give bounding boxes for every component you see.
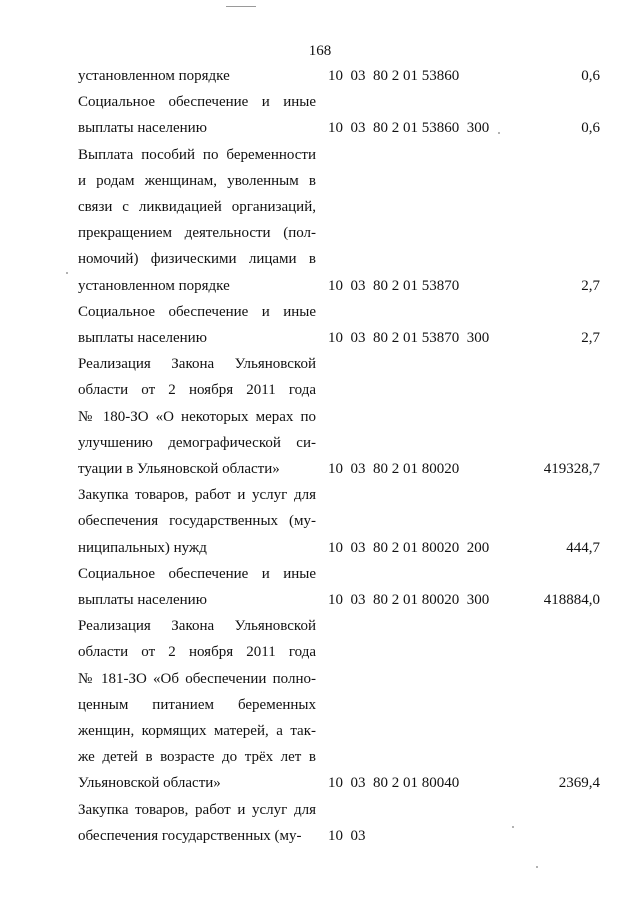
scan-artifact bbox=[66, 272, 68, 274]
row-description-line: выплаты населению bbox=[78, 591, 207, 608]
row-description-line: Социальное обеспечение и иные bbox=[78, 565, 316, 582]
row-codes: 10 03 80 2 01 80020 bbox=[328, 460, 460, 477]
row-description-line: Реализация Закона Ульяновской bbox=[78, 356, 316, 373]
row-description-line: Социальное обеспечение и иные bbox=[78, 303, 316, 320]
row-description-line: туации в Ульяновской области» bbox=[78, 460, 280, 477]
scan-artifact bbox=[536, 866, 538, 868]
row-description-line: установленном порядке bbox=[78, 277, 230, 294]
row-codes: 10 03 80 2 01 53860 300 bbox=[328, 120, 490, 137]
row-codes: 10 03 80 2 01 53860 bbox=[328, 68, 460, 84]
row-amount: 2369,4 bbox=[558, 775, 600, 792]
row-description-line: установленном порядке bbox=[78, 68, 230, 84]
row-description-line: выплаты населению bbox=[78, 120, 207, 137]
row-amount: 2,7 bbox=[581, 277, 600, 294]
row-amount: 0,6 bbox=[581, 120, 600, 137]
row-codes: 10 03 80 2 01 80040 bbox=[328, 775, 460, 792]
row-description-line: Выплата пособий по беременности bbox=[78, 146, 316, 163]
row-description-line: Закупка товаров, работ и услуг для bbox=[78, 487, 316, 504]
scan-artifact bbox=[226, 6, 256, 7]
row-description-line: области от 2 ноября 2011 года bbox=[78, 644, 316, 661]
row-description-line: выплаты населению bbox=[78, 329, 207, 346]
row-amount: 2,7 bbox=[581, 329, 600, 346]
row-description-line: прекращением деятельности (пол- bbox=[78, 225, 316, 242]
row-description-line: связи с ликвидацией организаций, bbox=[78, 198, 316, 215]
row-description-line: же детей в возрасте до трёх лет в bbox=[78, 749, 316, 766]
row-codes: 10 03 80 2 01 53870 bbox=[328, 277, 460, 294]
row-description-line: ценным питанием беременных bbox=[78, 696, 316, 713]
page-number: 168 bbox=[308, 43, 332, 59]
row-description-line: № 181-ЗО «Об обеспечении полно- bbox=[78, 670, 316, 687]
row-codes: 10 03 80 2 01 80020 300 bbox=[328, 591, 490, 608]
row-description-line: обеспечения государственных (му- bbox=[78, 827, 302, 844]
row-description-line: улучшению демографической си- bbox=[78, 434, 316, 451]
row-description-line: № 180-ЗО «О некоторых мерах по bbox=[78, 408, 316, 425]
row-description-line: обеспечения государственных (му- bbox=[78, 513, 316, 530]
row-amount: 418884,0 bbox=[543, 591, 600, 608]
row-codes: 10 03 bbox=[328, 827, 366, 844]
row-amount: 419328,7 bbox=[543, 460, 600, 477]
row-description-line: и родам женщинам, уволенным в bbox=[78, 172, 316, 189]
row-description-line: женщин, кормящих матерей, а так- bbox=[78, 722, 316, 739]
row-codes: 10 03 80 2 01 80020 200 bbox=[328, 539, 490, 556]
row-codes: 10 03 80 2 01 53870 300 bbox=[328, 329, 490, 346]
row-description-line: ниципальных) нужд bbox=[78, 539, 207, 556]
row-description-line: Закупка товаров, работ и услуг для bbox=[78, 801, 316, 818]
row-amount: 444,7 bbox=[566, 539, 600, 556]
row-description-line: Социальное обеспечение и иные bbox=[78, 94, 316, 111]
row-description-line: Ульяновской области» bbox=[78, 775, 221, 792]
row-description-line: номочий) физическими лицами в bbox=[78, 251, 316, 268]
row-description-line: области от 2 ноября 2011 года bbox=[78, 382, 316, 399]
row-amount: 0,6 bbox=[581, 68, 600, 84]
scan-artifact bbox=[512, 826, 514, 828]
row-description-line: Реализация Закона Ульяновской bbox=[78, 618, 316, 635]
